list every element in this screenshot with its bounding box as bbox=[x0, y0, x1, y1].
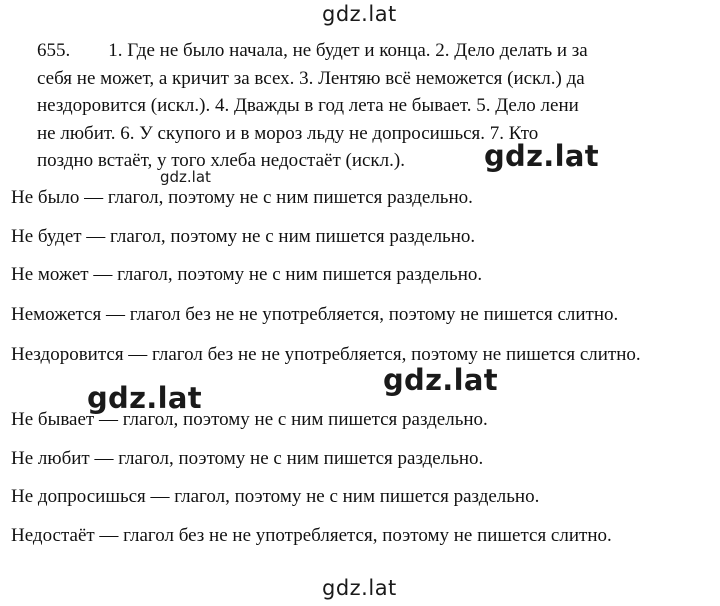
exercise-line-1 bbox=[37, 37, 697, 65]
explanation-item-6: Не бывает — глагол, поэтому не с ним пишется раздельно. bbox=[11, 409, 488, 430]
explanation-item-8: Не допросишься — глагол, поэтому не с ним пишется раздельно. bbox=[11, 486, 540, 507]
watermark-overlay-d: gdz.lat bbox=[383, 363, 498, 397]
exercise-line-5: поздно встаёт, у того хлеба недостаёт (искл.). bbox=[37, 150, 405, 171]
explanation-item-9: Недостаёт — глагол без не не употребляется, поэтому не пишется слитно. bbox=[11, 525, 612, 546]
watermark-overlay-a: gdz.lat bbox=[484, 139, 599, 173]
watermark-overlay-b: gdz.lat bbox=[160, 168, 211, 186]
explanation-item-5: Нездоровится — глагол без не не употребляется, поэтому не пишется слитно. bbox=[11, 344, 641, 365]
exercise-line-2: себя не может, а кричит за всех. 3. Лентяю всё неможется (искл.) да bbox=[37, 67, 585, 89]
explanation-item-3: Не может — глагол, поэтому не с ним пишется раздельно. bbox=[11, 264, 483, 285]
watermark-top: gdz.lat bbox=[322, 2, 397, 26]
exercise-number: 655. bbox=[37, 40, 71, 61]
explanation-item-4: Неможется — глагол без не не употребляется, поэтому не пишется слитно. bbox=[11, 304, 619, 325]
explanation-item-7: Не любит — глагол, поэтому не с ним пишется раздельно. bbox=[11, 448, 484, 469]
exercise-line-1-text: 1. Где не было начала, не будет и конца. 2. Дело делать и за bbox=[108, 40, 588, 61]
exercise-line-4: не любит. 6. У скупого и в мороз льду не допросишься. 7. Кто bbox=[37, 122, 539, 144]
watermark-overlay-c: gdz.lat bbox=[87, 381, 202, 415]
explanation-item-1: Не было — глагол, поэтому не с ним пишется раздельно. bbox=[11, 187, 473, 208]
exercise-line-3: нездоровится (искл.). 4. Дважды в год лета не бывает. 5. Дело лени bbox=[37, 95, 579, 116]
explanation-item-2: Не будет — глагол, поэтому не с ним пишется раздельно. bbox=[11, 226, 476, 247]
watermark-bottom: gdz.lat bbox=[322, 576, 397, 600]
